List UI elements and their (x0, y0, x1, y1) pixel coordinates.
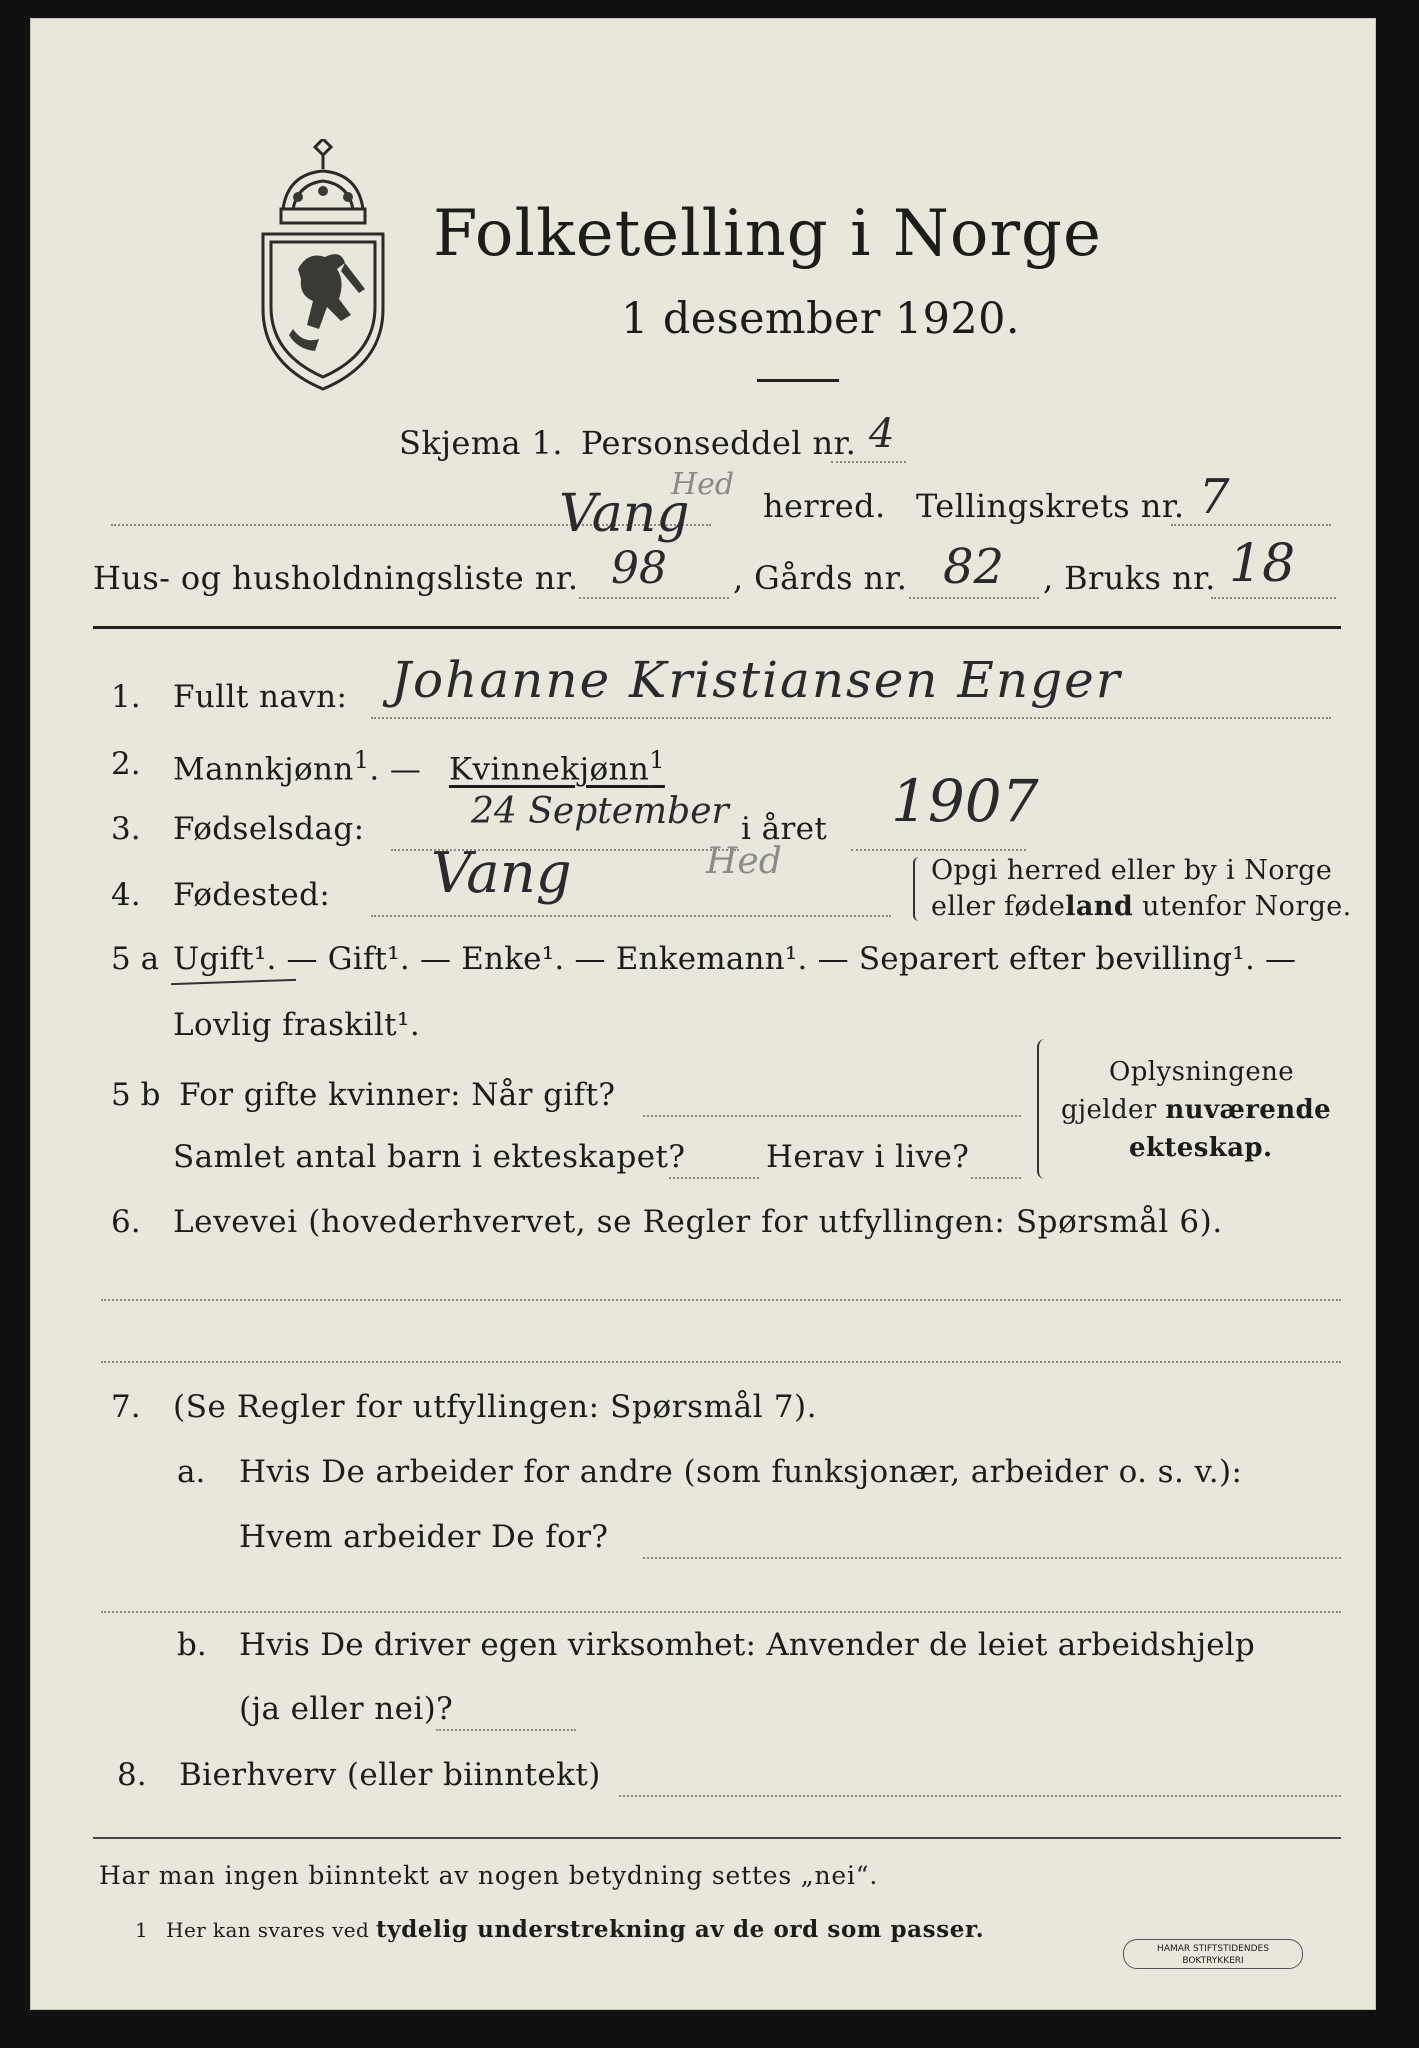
footnote: 1 Her kan svares ved tydelig understrekning av de ord som passer. (135, 1916, 985, 1943)
bruks-value[interactable]: 18 (1229, 534, 1296, 594)
q4-label: Fødested: (173, 877, 331, 913)
q5b-children-line (669, 1177, 759, 1179)
q7-number: 7. (111, 1389, 141, 1425)
hus-label: Hus- og husholdningsliste nr. (93, 559, 579, 597)
q6-line2 (101, 1361, 1341, 1363)
bruks-line (1211, 597, 1336, 599)
tellingskrets-label: Tellingskrets nr. (916, 487, 1185, 525)
q5a-ugift-underline (171, 979, 296, 985)
q5b-note-line1: Oplysningene (1109, 1057, 1295, 1087)
tellingskrets-line (1171, 524, 1331, 526)
q5b-brace (1037, 1039, 1049, 1179)
personseddel-value[interactable]: 4 (869, 411, 895, 457)
printer-stamp: HAMAR STIFTSTIDENDES BOKTRYKKERI (1123, 1939, 1303, 1969)
schema-label: Skjema 1. (399, 424, 563, 462)
gards-label: , Gårds nr. (733, 559, 908, 597)
q5a-options-line2[interactable]: Lovlig fraskilt¹. (173, 1007, 421, 1043)
q4-brace (913, 857, 923, 921)
q4-birthplace[interactable]: Vang (431, 841, 572, 906)
q7-label: (Se Regler for utfyllingen: Spørsmål 7). (173, 1389, 818, 1425)
herred-value[interactable]: Vang (559, 484, 690, 544)
q4-note-line2: eller fødeland utenfor Norge. (931, 891, 1352, 922)
q3-year-label: i året (741, 811, 828, 847)
q2-female-label: Kvinnekjønn (449, 751, 650, 788)
q1-label: Fullt navn: (173, 679, 348, 715)
q8-label: Bierhverv (eller biinntekt) (179, 1757, 601, 1793)
personseddel-label: Personseddel nr. (581, 424, 857, 462)
gards-line (909, 597, 1039, 599)
q7a-employer-line2 (101, 1611, 1341, 1613)
q2-female[interactable]: Kvinnekjønn$^1$ (449, 746, 665, 788)
personseddel-line (831, 461, 906, 463)
footer-note: Har man ingen biinntekt av nogen betydning settes „nei“. (99, 1861, 879, 1890)
q7a-line1: Hvis De arbeider for andre (som funksjonær, arbeider o. s. v.): (239, 1454, 1243, 1490)
q8-line (619, 1795, 1341, 1797)
q6-line1 (101, 1299, 1341, 1301)
q7b-answer-line (436, 1729, 576, 1731)
q7a-number: a. (177, 1454, 206, 1490)
q3-year-line (851, 849, 1026, 851)
hus-line (579, 597, 729, 599)
q4-number: 4. (111, 877, 141, 913)
title-rule (757, 379, 839, 382)
footer-divider (93, 1837, 1341, 1839)
q8-number: 8. (117, 1757, 147, 1793)
q2-male: Mannkjønn$^1$. — (173, 746, 422, 788)
q4-pencil: Hed (706, 841, 782, 882)
q5b-note-line2: gjelder nuværende (1061, 1095, 1332, 1125)
q6-number: 6. (111, 1204, 141, 1240)
tellingskrets-value[interactable]: 7 (1199, 469, 1230, 525)
q4-line (371, 915, 891, 917)
hus-value[interactable]: 98 (611, 543, 667, 594)
bruks-label: , Bruks nr. (1043, 559, 1216, 597)
q3-birth-day[interactable]: 24 September (471, 791, 729, 832)
herred-pencil: Hed (671, 467, 735, 502)
q1-line (371, 717, 1331, 719)
q6-label: Levevei (hovederhvervet, se Regler for utfyllingen: Spørsmål 6). (173, 1204, 1223, 1240)
q7b-number: b. (177, 1627, 207, 1663)
q5b-note-line3: ekteskap. (1129, 1133, 1273, 1163)
q5b-children-total: Samlet antal barn i ekteskapet? (173, 1139, 686, 1175)
q7a-employer-line (643, 1557, 1341, 1559)
header-divider (93, 626, 1341, 629)
q1-full-name[interactable]: Johanne Kristiansen Enger (391, 651, 1122, 709)
q3-label: Fødselsdag: (173, 811, 365, 847)
q4-note-line1: Opgi herred eller by i Norge (931, 855, 1333, 886)
q7b-line2: (ja eller nei)? (239, 1691, 454, 1727)
q2-number: 2. (111, 746, 141, 782)
coat-of-arms-icon (253, 139, 393, 394)
gards-value[interactable]: 82 (943, 539, 1005, 595)
q5a-options[interactable]: Ugift¹. — Gift¹. — Enke¹. — Enkemann¹. — Separert efter bevilling¹. — (173, 941, 1297, 977)
q5a-number: 5 a (111, 941, 160, 977)
herred-label: herred. (763, 487, 886, 525)
q5b-number: 5 b (111, 1077, 161, 1113)
form-title: Folketelling i Norge (433, 197, 1102, 271)
q5b-alive-line (971, 1177, 1021, 1179)
q1-number: 1. (111, 679, 141, 715)
census-form (30, 18, 1376, 2010)
q7a-line2: Hvem arbeider De for? (239, 1519, 609, 1555)
q2-male-label: Mannkjønn (173, 751, 354, 788)
q5b-alive: Herav i live? (766, 1139, 970, 1175)
q7b-line1: Hvis De driver egen virksomhet: Anvender de leiet arbeidshjelp (239, 1627, 1255, 1663)
q3-birth-year[interactable]: 1907 (891, 767, 1039, 835)
q5b-when-line (643, 1115, 1021, 1117)
q3-number: 3. (111, 811, 141, 847)
census-date: 1 desember 1920. (621, 294, 1020, 344)
q5b-married-when: For gifte kvinner: Når gift? (179, 1077, 616, 1113)
